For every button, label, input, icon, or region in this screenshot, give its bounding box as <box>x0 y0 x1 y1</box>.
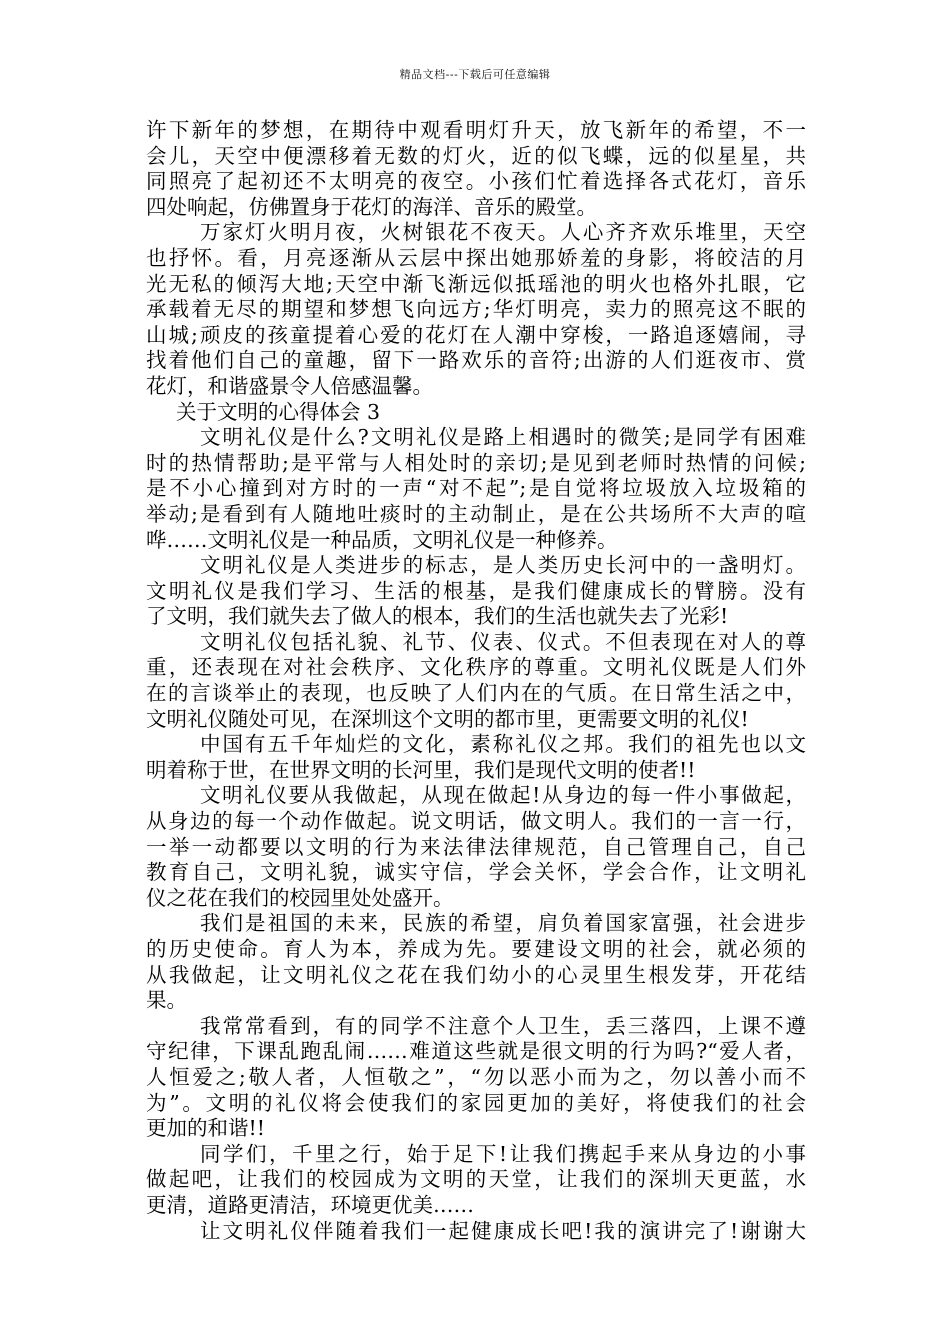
text-line: 文明礼仪是人类进步的标志，是人类历史长河中的一盏明灯。 <box>200 553 806 578</box>
paragraph <box>146 425 806 553</box>
text-line: 做起吧，让我们的校园成为文明的天堂，让我们的深圳天更蓝，水 <box>146 1167 806 1192</box>
page-header: 精品文档---下载后可任意编辑 <box>399 68 551 81</box>
paragraph <box>146 732 806 783</box>
text-line: 举动;是看到有人随地吐痰时的主动制止，是在公共场所不大声的喧 <box>146 501 806 526</box>
text-line: 也抒怀。看，月亮逐渐从云层中探出她那娇羞的身影，将皎洁的月 <box>146 245 806 270</box>
text-line: 文明礼仪要从我做起，从现在做起!从身边的每一件小事做起， <box>200 783 806 808</box>
text-line: 承载着无尽的期望和梦想飞向远方;华灯明亮，卖力的照亮这不眠的 <box>146 297 806 322</box>
text-line: 是不小心撞到对方时的一声“对不起”;是自觉将垃圾放入垃圾箱的 <box>146 476 806 501</box>
text-line: 文明礼仪随处可见，在深圳这个文明的都市里，更需要文明的礼仪! <box>146 706 749 731</box>
text-line: 我们是祖国的未来，民族的希望，肩负着国家富强，社会进步 <box>200 911 806 936</box>
text-line: 教育自己，文明礼貌，诚实守信，学会关怀，学会合作，让文明礼 <box>146 860 806 885</box>
text-line: 了文明，我们就失去了做人的根本，我们的生活也就失去了光彩! <box>146 604 729 629</box>
text-line: 许下新年的梦想，在期待中观看明灯升天，放飞新年的希望，不一 <box>146 118 806 142</box>
paragraph <box>146 1219 806 1245</box>
text-line: 找着他们自己的童趣，留下一路欢乐的音符;出游的人们逛夜市、赏 <box>146 348 806 373</box>
paragraph <box>146 118 806 220</box>
text-line: 时的热情帮助;是平常与人相处时的亲切;是见到老师时热情的问候; <box>146 450 806 475</box>
text-line: 山城;顽皮的孩童提着心爱的花灯在人潮中穿梭，一路追逐嬉闹，寻 <box>146 322 806 347</box>
text-line: 在的言谈举止的表现，也反映了人们内在的气质。在日常生活之中， <box>146 681 806 706</box>
text-line: 仪之花在我们的校园里处处盛开。 <box>146 885 454 910</box>
text-line: 文明礼仪是我们学习、生活的根基，是我们健康成长的臂膀。没有 <box>146 578 806 603</box>
paragraph <box>146 220 806 399</box>
text-line: 人恒爱之;敬人者，人恒敬之”，“勿以恶小而为之，勿以善小而不 <box>146 1064 806 1089</box>
paragraph <box>146 911 806 1013</box>
text-line: 为”。文明的礼仪将会使我们的家园更加的美好，将使我们的社会 <box>146 1090 806 1115</box>
text-line: 的历史使命。育人为本，养成为先。要建设文明的社会，就必须的 <box>146 937 806 961</box>
text-line: 一举一动都要以文明的行为来法律法律规范，自己管理自己，自己 <box>146 834 806 859</box>
text-line: 四处响起，仿佛置身于花灯的海洋、音乐的殿堂。 <box>146 194 597 219</box>
text-line: 更加的和谐!! <box>146 1116 265 1141</box>
paragraph <box>146 1142 806 1219</box>
paragraph <box>146 1014 806 1142</box>
text-line: 哗……文明礼仪是一种品质，文明礼仪是一种修养。 <box>146 527 618 552</box>
text-line: 万家灯火明月夜，火树银花不夜天。人心齐齐欢乐堆里，天空 <box>200 220 806 245</box>
paragraph <box>146 783 806 911</box>
text-line: 重，还表现在对社会秩序、文化秩序的尊重。文明礼仪既是人们外 <box>146 655 806 680</box>
text-line: 果。 <box>146 988 187 1013</box>
text-line: 文明礼仪包括礼貌、礼节、仪表、仪式。不但表现在对人的尊 <box>200 629 806 654</box>
paragraph <box>146 630 806 732</box>
text-line: 从身边的每一个动作做起。说文明话，做文明人。我们的一言一行， <box>146 809 806 834</box>
text-line: 守纪律，下课乱跑乱闹……难道这些就是很文明的行为吗?“爱人者， <box>146 1039 806 1064</box>
text-line: 关于文明的心得体会 3 <box>176 399 381 424</box>
text-line: 中国有五千年灿烂的文化，素称礼仪之邦。我们的祖先也以文 <box>200 732 806 757</box>
text-line: 光无私的倾泻大地;天空中渐飞渐远似抵瑶池的明火也格外扎眼，它 <box>146 271 806 296</box>
text-line: 我常常看到，有的同学不注意个人卫生，丢三落四，上课不遵 <box>200 1013 806 1038</box>
text-line: 更清，道路更清洁，环境更优美…… <box>146 1192 474 1217</box>
text-line: 同照亮了起初还不太明亮的夜空。小孩们忙着选择各式花灯，音乐 <box>146 169 806 194</box>
section-heading <box>146 400 806 426</box>
text-line: 文明礼仪是什么?文明礼仪是路上相遇时的微笑;是同学有困难 <box>200 425 806 450</box>
document-body <box>146 118 806 1244</box>
paragraph <box>146 553 806 630</box>
text-line: 让文明礼仪伴随着我们一起健康成长吧!我的演讲完了!谢谢大 <box>200 1218 806 1243</box>
text-line: 明着称于世，在世界文明的长河里，我们是现代文明的使者!! <box>146 757 696 782</box>
text-line: 从我做起，让文明礼仪之花在我们幼小的心灵里生根发芽，开花结 <box>146 962 806 987</box>
text-line: 会儿，天空中便漂移着无数的灯火，近的似飞蝶，远的似星星，共 <box>146 143 806 168</box>
text-line: 花灯，和谐盛景令人倍感温馨。 <box>146 373 433 398</box>
text-line: 同学们，千里之行，始于足下!让我们携起手来从身边的小事 <box>200 1141 806 1166</box>
